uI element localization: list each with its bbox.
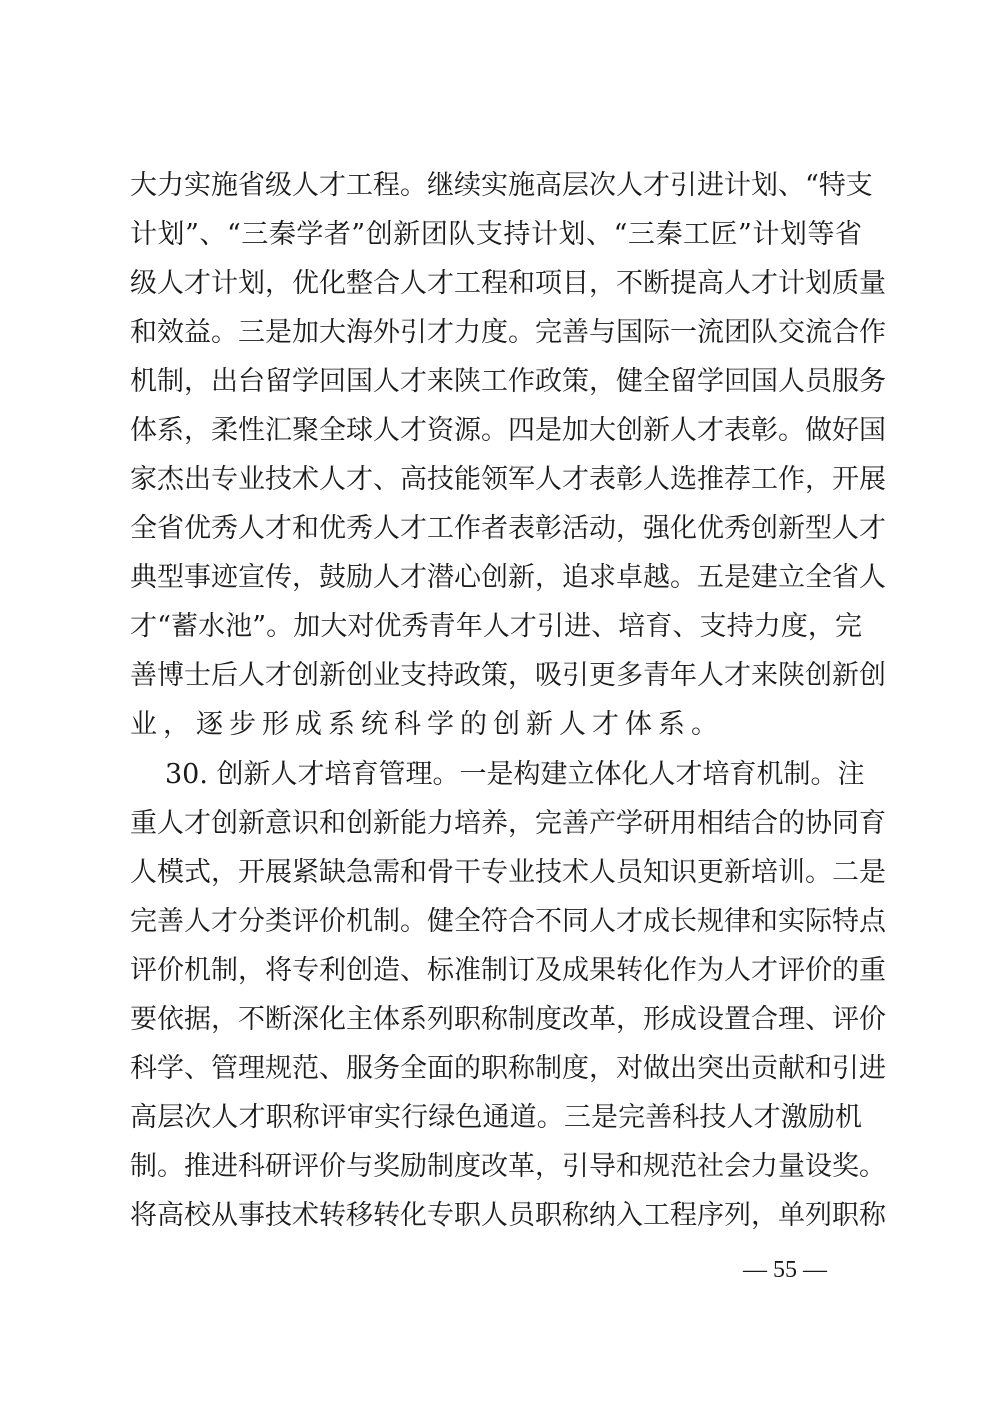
text-line: 计划”、“三秦学者”创新团队支持计划、“三秦工匠”计划等省 xyxy=(130,219,862,250)
text-line: 典型事迹宣传，鼓励人才潜心创新，追求卓越。五是建立全省人 xyxy=(130,562,886,593)
text-line: 级人才计划，优化整合人才工程和项目，不断提高人才计划质量 xyxy=(130,268,886,299)
text-line: 大力实施省级人才工程。继续实施高层次人才引进计划、“特支 xyxy=(130,170,873,201)
text-line: 科学、管理规范、服务全面的职称制度，对做出突出贡献和引进 xyxy=(130,1053,886,1084)
text-line: 完善人才分类评价机制。健全符合不同人才成长规律和实际特点 xyxy=(130,906,886,937)
text-line: 体系，柔性汇聚全球人才资源。四是加大创新人才表彰。做好国 xyxy=(130,415,886,446)
text-line: 才“蓄水池”。加大对优秀青年人才引进、培育、支持力度，完 xyxy=(130,611,862,642)
text-line: 评价机制，将专利创造、标准制订及成果转化作为人才评价的重 xyxy=(130,955,886,986)
text-line: 机制，出台留学回国人才来陕工作政策，健全留学回国人员服务 xyxy=(130,366,886,397)
text-line: 高层次人才职称评审实行绿色通道。三是完善科技人才激励机 xyxy=(130,1102,862,1133)
page-number: — 55 — xyxy=(743,1257,827,1283)
text-line: 善博士后人才创新创业支持政策，吸引更多青年人才来陕创新创 xyxy=(130,660,886,691)
text-line: 和效益。三是加大海外引才力度。完善与国际一流团队交流合作 xyxy=(130,317,886,348)
text-line: 将高校从事技术转移转化专职人员职称纳入工程序列，单列职称 xyxy=(130,1200,886,1231)
text-line: 业，逐步形成系统科学的创新人才体系。 xyxy=(130,709,724,740)
text-line: 全省优秀人才和优秀人才工作者表彰活动，强化优秀创新型人才 xyxy=(130,513,886,544)
text-line: 要依据，不断深化主体系列职称制度改革，形成设置合理、评价 xyxy=(130,1004,886,1035)
paragraph-heading-line: 30. 创新人才培育管理。一是构建立体化人才培育机制。注 xyxy=(165,759,865,790)
text-line: 家杰出专业技术人才、高技能领军人才表彰人选推荐工作，开展 xyxy=(130,464,886,495)
text-line: 制。推进科研评价与奖励制度改革，引导和规范社会力量设奖。 xyxy=(130,1151,886,1182)
text-line: 人模式，开展紧缺急需和骨干专业技术人员知识更新培训。二是 xyxy=(130,857,886,888)
text-line: 重人才创新意识和创新能力培养，完善产学研用相结合的协同育 xyxy=(130,808,886,839)
